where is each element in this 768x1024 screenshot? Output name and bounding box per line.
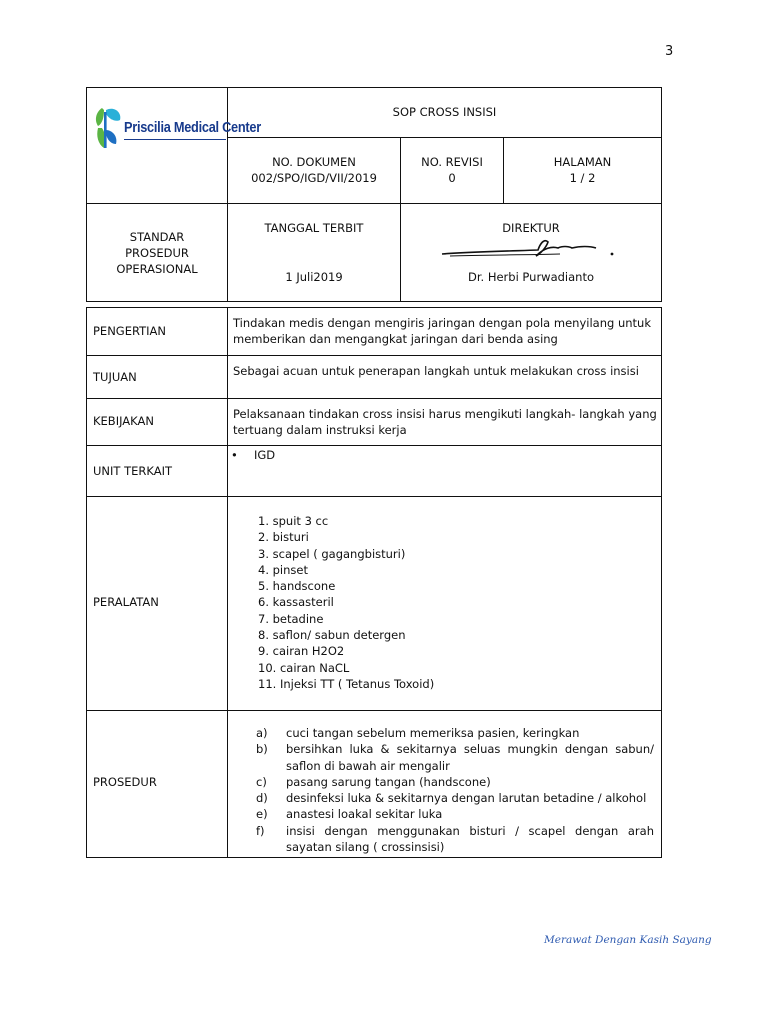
prosedur-label: PROSEDUR — [93, 775, 157, 789]
list-item: 4. pinset — [258, 562, 308, 577]
unit-bullet-icon: • — [231, 448, 238, 462]
list-item: 5. handscone — [258, 579, 336, 594]
unit-terkait-item: IGD — [254, 448, 276, 462]
list-item: 1. spuit 3 cc — [258, 514, 329, 528]
peralatan-list — [258, 513, 434, 692]
unit-terkait-label: UNIT TERKAIT — [93, 464, 172, 478]
page-label: HALAMAN — [553, 155, 612, 169]
list-item: b) bersihkan luka & sekitarnya seluas mungkin dengan sabun/ saflon di bawah air mengalir — [256, 742, 654, 773]
tujuan-label: TUJUAN — [93, 370, 137, 384]
list-item: 9. cairan H2O2 — [258, 644, 345, 659]
kebijakan-text: Pelaksanaan tindakan cross insisi harus mengikuti langkah- langkah yang tertuang dalam instruksi kerja — [233, 407, 657, 437]
list-item: 2. bisturi — [258, 530, 309, 545]
signature-icon — [440, 234, 620, 264]
director-name: Dr. Herbi Purwadianto — [467, 270, 595, 284]
pengertian-text: Tindakan medis dengan mengiris jaringan dengan pola menyilang untuk memberikan dan mengangkat jaringan dari benda asing — [233, 316, 651, 346]
footer-motto: Merawat Dengan Kasih Sayang — [544, 934, 712, 946]
list-item: 7. betadine — [258, 611, 324, 626]
list-item: f) insisi dengan menggunakan bisturi / scapel dengan arah sayatan silang ( crossinsisi) — [256, 823, 654, 855]
revision-label: NO. REVISI — [421, 155, 483, 169]
director-label: DIREKTUR — [502, 221, 560, 235]
list-item: a) cuci tangan sebelum memeriksa pasien, keringkan — [256, 726, 580, 740]
doc-number-value: 002/SPO/IGD/VII/2019 — [251, 171, 377, 185]
list-item: 3. scapel ( gagangbisturi) — [258, 546, 406, 561]
pengertian-label: PENGERTIAN — [93, 324, 167, 338]
standard-label: STANDAR PROSEDUR OPERASIONAL — [116, 230, 198, 276]
logo-text: Priscilia Medical Center — [124, 120, 261, 136]
peralatan-label: PERALATAN — [93, 595, 159, 609]
issue-date-label: TANGGAL TERBIT — [264, 221, 364, 235]
list-item: e) anastesi loakal sekitar luka — [256, 807, 443, 822]
doc-number-label: NO. DOKUMEN — [272, 155, 356, 169]
revision-value: 0 — [448, 171, 456, 185]
list-item: 10. cairan NaCL — [258, 660, 350, 675]
logo — [94, 106, 261, 150]
list-item: 11. Injeksi TT ( Tetanus Toxoid) — [258, 676, 435, 691]
kebijakan-label: KEBIJAKAN — [93, 414, 154, 428]
list-item: d) desinfeksi luka & sekitarnya dengan larutan betadine / alkohol — [256, 791, 647, 806]
issue-date-value: 1 Juli2019 — [285, 270, 343, 284]
butterfly-logo-icon — [94, 106, 124, 150]
list-item: 6. kassasteril — [258, 595, 334, 610]
tujuan-text: Sebagai acuan untuk penerapan langkah untuk melakukan cross insisi — [233, 364, 639, 378]
list-item: c) pasang sarung tangan (handscone) — [256, 774, 491, 789]
page-number: 3 — [665, 44, 674, 59]
prosedur-list — [256, 725, 654, 855]
list-item: 8. saflon/ sabun detergen — [258, 628, 406, 643]
page-value: 1 / 2 — [569, 171, 596, 185]
document-title: SOP CROSS INSISI — [392, 105, 497, 119]
